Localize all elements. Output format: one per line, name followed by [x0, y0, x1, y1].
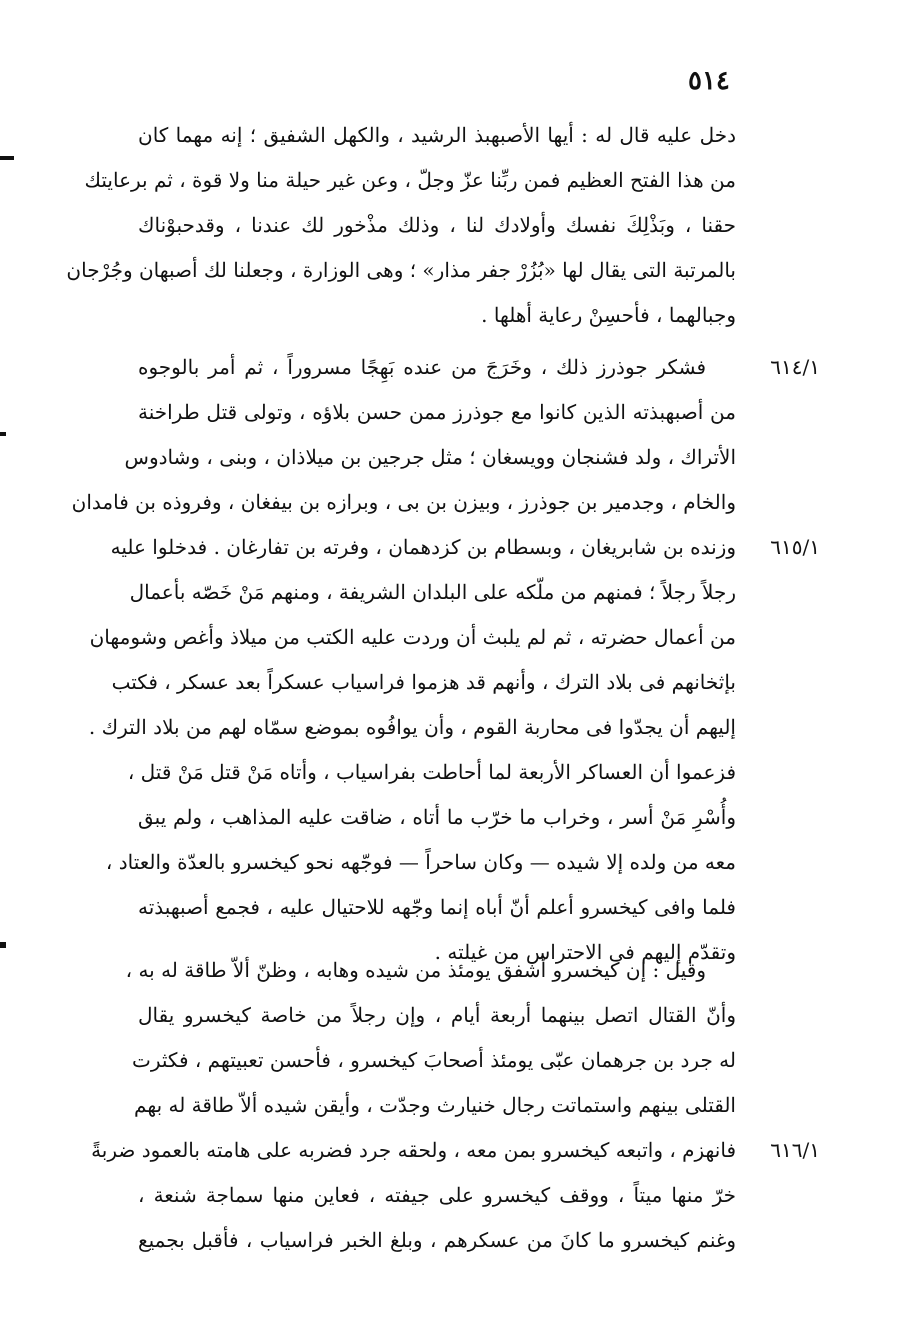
text-line: وغنم كيخسرو ما كانَ من عسكرهم ، وبلغ الخبر فراسياب ، فأقبل بجميع [138, 1228, 736, 1252]
margin-note: ٦١٥/١ [770, 535, 820, 559]
margin-note: ٦١٤/١ [770, 355, 820, 379]
text-line: وقيل : إن كيخسرو أشفق يومئذ من شيده وهابه ، وظنّ ألاّ طاقة له به ، [125, 958, 706, 982]
text-line: خرّ منها ميتاً ، ووقف كيخسرو على جيفته ، فعاين منها سماجة شنعة ، [138, 1183, 736, 1207]
page-number: ٥١٤ [688, 66, 730, 96]
text-line: بإثخانهم فى بلاد الترك ، وأنهم قد هزموا فراسياب عسكراً بعد عسكر ، فكتب [111, 670, 736, 694]
text-line: من أعمال حضرته ، ثم لم يلبث أن وردت عليه الكتب من ميلاذ وأغص وشومهان [89, 625, 736, 649]
text-line: فشكر جوذرز ذلك ، وخَرَجَ من عنده بَهِجًا مسروراً ، ثم أمر بالوجوه [138, 355, 706, 379]
text-line: وزنده بن شابريغان ، وبسطام بن كزدهمان ، وفرته بن تفارغان . فدخلوا عليه [110, 535, 736, 559]
paragraph-1 [66, 113, 736, 338]
text-line: بالمرتبة التى يقال لها «بُزُرْ جفر مذار» ؛ وهى الوزارة ، وجعلنا لك أصبهان وجُرْجان [66, 258, 736, 282]
scan-edge-mark [0, 942, 6, 948]
paragraph-2 [71, 345, 736, 975]
paragraph-3 [91, 948, 736, 1263]
margin-note: ٦١٦/١ [770, 1138, 820, 1162]
text-line: فانهزم ، واتبعه كيخسرو بمن معه ، ولحقه جرد فضربه على هامته بالعمود ضربةً [91, 1138, 736, 1162]
text-line: والخام ، وجدمير بن جوذرز ، وبيزن بن بى ، وبرازه بن بيفغان ، وفروذه بن فامدان [71, 490, 736, 514]
text-line: إليهم أن يجدّوا فى محاربة القوم ، وأن يوافُوه بموضع سمّاه لهم من بلاد الترك . [88, 715, 736, 739]
text-line: له جرد بن جرهمان عبّى يومئذ أصحابَ كيخسرو ، فأحسن تعبيتهم ، فكثرت [132, 1048, 736, 1072]
text-line: القتلى بينهم واستماتت رجال خنيارث وجدّت ، وأيقن شيده ألاّ طاقة له بهم [134, 1093, 736, 1117]
text-line: من أصبهبذته الذين كانوا مع جوذرز ممن حسن بلاؤه ، وتولى قتل طراخنة [138, 400, 736, 424]
text-line: وأُسْرِ مَنْ أسر ، وخراب ما خرّب ما أتاه ، ضاقت عليه المذاهب ، ولم يبق [138, 805, 736, 829]
text-line: من هذا الفتح العظيم فمن ربِّنا عزّ وجلّ ، وعن غير حيلة منا ولا قوة ، ثم برعايتك [84, 168, 736, 192]
scan-edge-mark [0, 156, 14, 160]
text-line: معه من ولده إلا شيده — وكان ساحراً — فوجّهه نحو كيخسرو بالعدّة والعتاد ، [105, 850, 736, 874]
text-line: حقنا ، وبَذْلِكَ نفسك وأولادك لنا ، وذلك مذْخور لك عندنا ، وقدحبوْناك [138, 213, 736, 237]
text-line: فلما وافى كيخسرو أعلم أنّ أباه إنما وجّهه للاحتيال عليه ، فجمع أصبهبذته [138, 895, 736, 919]
text-line: رجلاً رجلاً ؛ فمنهم من ملّكه على البلدان الشريفة ، ومنهم مَنْ خَصّه بأعمال [129, 580, 736, 604]
text-line: وتقدّم إليهم فى الاحتراس من غيلته . [434, 940, 736, 964]
text-line: وجبالهما ، فأحسِنْ رعاية أهلها . [481, 303, 736, 327]
scan-edge-mark [0, 432, 6, 436]
text-line: وأنّ القتال اتصل بينهما أربعة أيام ، وإن رجلاً من خاصة كيخسرو يقال [138, 1003, 736, 1027]
text-line: الأتراك ، ولد فشنجان وويسغان ؛ مثل جرجين بن ميلاذان ، وبنى ، وشادوس [124, 445, 736, 469]
text-line: فزعموا أن العساكر الأربعة لما أحاطت بفراسياب ، وأتاه مَنْ قتل مَنْ قتل ، [127, 760, 736, 784]
text-line: دخل عليه قال له : أيها الأصبهبذ الرشيد ، والكهل الشفيق ؛ إنه مهما كان [138, 123, 736, 147]
